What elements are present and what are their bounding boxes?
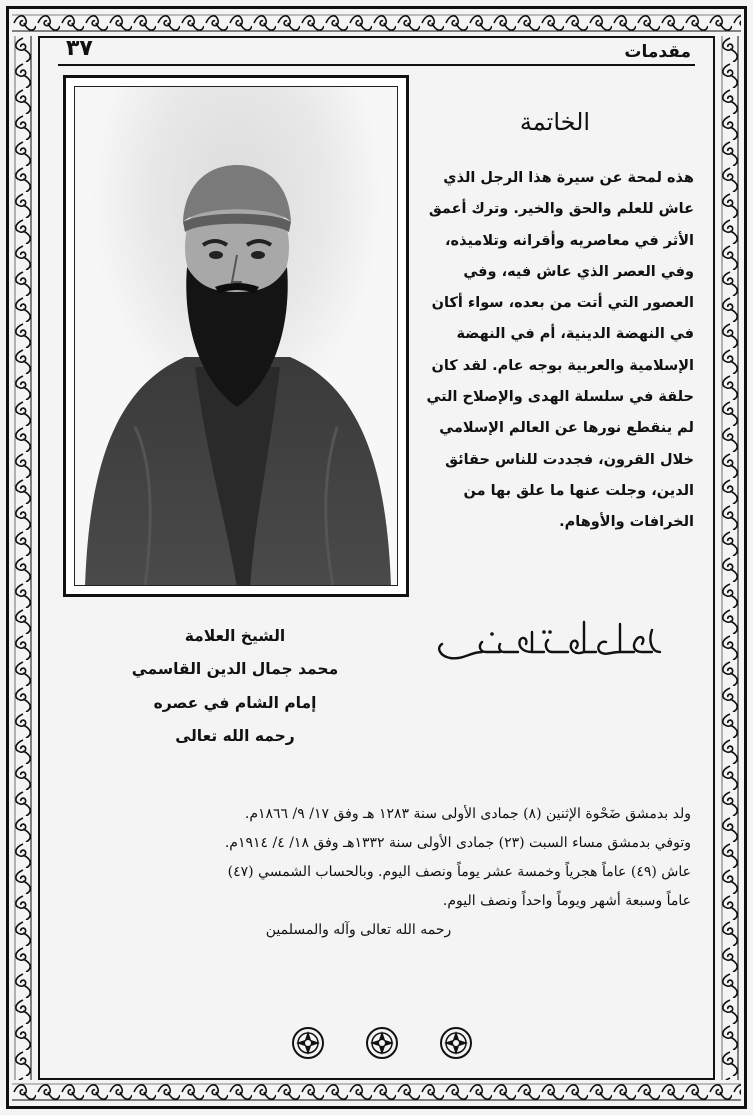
paragraph-line: العصور التي أتت من بعده، سواء أكان bbox=[431, 295, 694, 312]
bio-line: ولد بدمشق ضَحْوة الإثنين (٨) جمادى الأولى سنة ١٢٨٣ هـ وفق ١٧/ ٩/ ١٨٦٦م. bbox=[244, 806, 691, 822]
paragraph-line: الدين، وجلت عنها ما علق بها من bbox=[463, 482, 694, 499]
paragraph-line: عاش للعلم والحق والخير. وترك أعمق bbox=[428, 201, 694, 218]
paragraph-line: لم ينقطع نورها عن العالم الإسلامي bbox=[439, 420, 694, 437]
paragraph-line: الخرافات والأوهام. bbox=[559, 514, 694, 531]
paragraph-line: الإسلامية والعربية بوجه عام. لقد كان bbox=[431, 357, 694, 374]
paragraph-line: حلقة في سلسلة الهدى والإصلاح التي bbox=[426, 389, 694, 406]
bio-closing-line: رحمه الله تعالى وآله والمسلمين bbox=[265, 922, 452, 938]
portrait-photo bbox=[74, 86, 398, 586]
author-signature bbox=[420, 612, 670, 672]
portrait-frame bbox=[63, 75, 409, 597]
bio-line: عاماً وسبعة أشهر ويوماً واحداً ونصف اليوم. bbox=[442, 893, 691, 909]
rosette-ornaments bbox=[288, 1025, 478, 1061]
bio-line: عاش (٤٩) عاماً هجرياً وخمسة عشر يوماً ونصف اليوم. وبالحساب الشمسي (٤٧) bbox=[227, 864, 691, 880]
caption-line: الشيخ العلامة bbox=[184, 627, 286, 645]
running-header-title: مقدمات bbox=[624, 42, 691, 62]
rosette-icon bbox=[367, 1028, 397, 1058]
portrait-caption bbox=[60, 620, 410, 753]
paragraph-line: وفي العصر الذي عاش فيه، وفي bbox=[463, 263, 694, 280]
bio-line: وتوفي بدمشق مساء السبت (٢٣) جمادى الأولى سنة ١٣٣٢هـ وفق ١٨/ ٤/ ١٩١٤م. bbox=[224, 835, 691, 851]
rosette-icon bbox=[293, 1028, 323, 1058]
paragraph-line: هذه لمحة عن سيرة هذا الرجل الذي bbox=[443, 170, 694, 186]
section-heading: الخاتمة bbox=[519, 108, 591, 136]
paragraph-line: في النهضة الدينية، أم في النهضة bbox=[456, 326, 694, 343]
paragraph-line: الأثر في معاصريه وأقرانه وتلاميذه، bbox=[445, 232, 694, 249]
biography-notes bbox=[66, 800, 691, 945]
page-number: ٣٧ bbox=[66, 36, 93, 61]
caption-line: إمام الشام في عصره bbox=[153, 693, 317, 712]
portrait-illustration bbox=[75, 87, 398, 586]
caption-line: محمد جمال الدين القاسمي bbox=[131, 660, 339, 679]
conclusion-paragraph bbox=[404, 163, 694, 539]
rosette-icon bbox=[441, 1028, 471, 1058]
paragraph-line: خلال القرون، فجددت للناس حقائق bbox=[445, 451, 694, 468]
header-rule bbox=[58, 64, 695, 66]
caption-line: رحمه الله تعالى bbox=[175, 726, 295, 745]
